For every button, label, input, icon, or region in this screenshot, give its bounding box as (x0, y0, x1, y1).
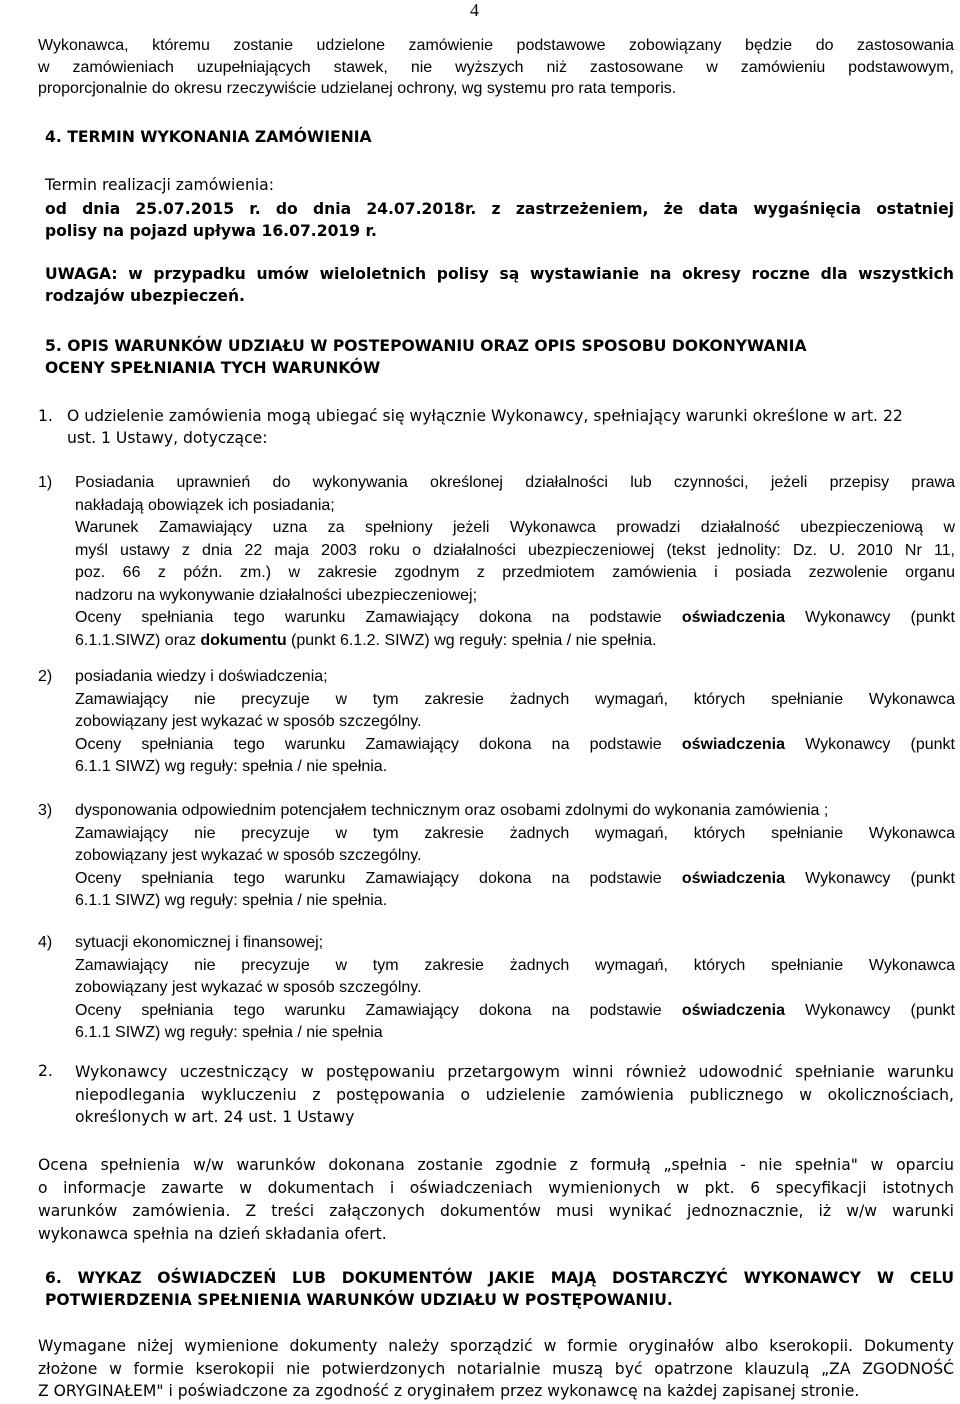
condition-3-ocena-a: Oceny spełniania tego warunku Zamawiający dokona na podstawie (75, 869, 662, 887)
evaluation-line-4: wykonawca spełnia na dzień składania ofert. (38, 1225, 387, 1243)
condition-3-line-2: zobowiązany jest wykazać w sposób szczególny. (75, 847, 422, 864)
condition-4-ocena-line-2: 6.1.1 SIWZ) wg reguły: spełnia / nie spełnia (75, 1024, 383, 1041)
condition-4-ocena-b: Wykonawcy (punkt (805, 1001, 955, 1019)
condition-3-ocena-b: Wykonawcy (punkt (805, 869, 955, 887)
term-dates (45, 199, 954, 242)
condition-3 (75, 800, 955, 913)
point-2-text (75, 1061, 954, 1129)
point-1-text (67, 406, 954, 449)
page-number: 4 (470, 0, 479, 20)
section-5-heading (45, 336, 960, 379)
condition-1-number: 1) (38, 474, 53, 491)
condition-4-title: sytuacji ekonomicznej i finansowej; (75, 934, 324, 951)
condition-2-ocena-line-1 (75, 734, 955, 757)
evaluation-line-1: Ocena spełnienia w/w warunków dokonana zostanie zgodnie z formułą „spełnia - nie spełnia" w oparciu (38, 1156, 954, 1174)
condition-1-ocena-e: (punkt 6.1.2. SIWZ) wg reguły: spełnia / nie spełnia. (291, 631, 657, 649)
section-6-line-3: Z ORYGINAŁEM" i poświadczone za zgodność z oryginałem przez wykonawcę na każdej zapisanej stronie. (38, 1382, 860, 1400)
term-note-line-1: UWAGA: w przypadku umów wieloletnich polisy są wystawianie na okresy roczne dla wszystkich (45, 265, 954, 283)
condition-4-ocena-line-1 (75, 1000, 955, 1023)
condition-4-line-2: zobowiązany jest wykazać w sposób szczególny. (75, 979, 422, 996)
condition-2-ocena-b: Wykonawcy (punkt (805, 735, 955, 753)
condition-1-ocena-c: 6.1.1.SIWZ) oraz (75, 631, 196, 649)
condition-3-line-1: Zamawiający nie precyzuje w tym zakresie żadnych wymagań, których spełnianie Wykonawca (75, 824, 955, 842)
intro-line-2: w zamówieniach uzupełniających stawek, nie wyższych niż zastosowane w zamówieniu podstawowym, (38, 58, 954, 76)
section-6-heading (45, 1268, 954, 1311)
term-dates-line-2: polisy na pojazd upływa 16.07.2019 r. (45, 221, 377, 240)
condition-4-ocena-a: Oceny spełniania tego warunku Zamawiający dokona na podstawie (75, 1001, 662, 1019)
section-6-line-2: złożone w formie kserokopii nie potwierdzonych notarialnie muszą być opatrzone klauzulą „ZA ZGODNOŚĆ (38, 1359, 954, 1378)
point-2-line-3: określonych w art. 24 ust. 1 Ustawy (75, 1108, 355, 1126)
condition-2-title: posiadania wiedzy i doświadczenia; (75, 668, 328, 685)
condition-4 (75, 932, 955, 1045)
evaluation-line-2: o informacje zawarte w dokumentach i oświadczeniach wymienionych w pkt. 6 specyfikacji istotnych (38, 1179, 954, 1197)
section-5-heading-line-2: OCENY SPEŁNIANIA TYCH WARUNKÓW (45, 358, 381, 377)
condition-3-ocena-line-1 (75, 868, 955, 891)
condition-1-ocena-line-1 (75, 607, 955, 630)
condition-1-line-5: poz. 66 z późn. zm.) w zakresie zgodnym z przedmiotem zamówienia i posiada zezwolenie organu (75, 564, 955, 581)
condition-1-line-3: Warunek Zamawiający uzna za spełniony jeżeli Wykonawca prowadzi działalność ubezpieczeniową w (75, 519, 955, 536)
condition-2-ocena-line-2: 6.1.1 SIWZ) wg reguły: spełnia / nie spełnia. (75, 758, 388, 775)
point-2-number: 2. (38, 1062, 53, 1080)
condition-3-title: dysponowania odpowiednim potencjałem technicznym oraz osobami zdolnymi do wykonania zamówienia ; (75, 802, 829, 819)
intro-line-3: proporcjonalnie do okresu rzeczywiście udzielanej ochrony, wg systemu pro rata temporis. (38, 80, 677, 97)
condition-1-line-4: myśl ustawy z dnia 22 maja 2003 roku o działalności ubezpieczeniowej (tekst jednolity: Dz. U. 2010 Nr 11, (75, 541, 955, 559)
condition-1-ocena-a: Oceny spełniania tego warunku Zamawiający dokona na podstawie (75, 609, 662, 626)
condition-3-number: 3) (38, 802, 53, 819)
section-6-heading-line-1: 6. WYKAZ OŚWIADCZEŃ LUB DOKUMENTÓW JAKIE MAJĄ DOSTARCZYĆ WYKONAWCY W CELU (45, 1269, 954, 1287)
section-6-line-1: Wymagane niżej wymienione dokumenty należy sporządzić w formie oryginałów albo kserokopii. Dokumenty (38, 1337, 954, 1355)
point-1-line-2: ust. 1 Ustawy, dotyczące: (67, 428, 268, 447)
condition-2-ocena-bold: oświadczenia (681, 735, 785, 753)
point-2-line-1: Wykonawcy uczestniczący w postępowaniu przetargowym winni również udowodnić spełnianie warunku (75, 1063, 954, 1081)
condition-1-ocena-line-2 (75, 630, 955, 653)
condition-2-number: 2) (38, 668, 53, 685)
condition-4-number: 4) (38, 934, 53, 951)
point-1-line-1: O udzielenie zamówienia mogą ubiegać się wyłącznie Wykonawcy, spełniający warunki określone w art. 22 (67, 407, 903, 425)
condition-1-ocena-b: Wykonawcy (punkt (805, 609, 955, 626)
condition-2-ocena-a: Oceny spełniania tego warunku Zamawiający dokona na podstawie (75, 735, 662, 753)
condition-3-ocena-bold: oświadczenia (681, 869, 785, 887)
section-6-heading-line-2: POTWIERDZENIA SPEŁNIENIA WARUNKÓW UDZIAŁU W POSTĘPOWANIU. (45, 1290, 673, 1309)
term-dates-line-1: od dnia 25.07.2015 r. do dnia 24.07.2018r. z zastrzeżeniem, że data wygaśnięcia ostatniej (45, 200, 954, 218)
section-5-heading-line-1: 5. OPIS WARUNKÓW UDZIAŁU W POSTEPOWANIU ORAZ OPIS SPOSOBU DOKONYWANIA (45, 337, 807, 355)
condition-1-line-1: Posiadania uprawnień do wykonywania określonej działalności lub czynności, jeżeli przepisy prawa (75, 474, 955, 491)
evaluation-paragraph (38, 1154, 954, 1246)
condition-2-line-1: Zamawiający nie precyzuje w tym zakresie żadnych wymagań, których spełnianie Wykonawca (75, 690, 955, 708)
section-4-heading: 4. TERMIN WYKONANIA ZAMÓWIENIA (45, 128, 372, 146)
section-6-text (38, 1335, 954, 1403)
condition-1-line-6: nadzoru na wykonywanie działalności ubezpieczeniowej; (75, 586, 478, 604)
term-note (45, 264, 954, 307)
intro-paragraph (38, 35, 954, 100)
condition-1-ocena-d: dokumentu (200, 631, 287, 649)
condition-3-ocena-line-2: 6.1.1 SIWZ) wg reguły: spełnia / nie spełnia. (75, 892, 388, 909)
condition-2-line-2: zobowiązany jest wykazać w sposób szczególny. (75, 713, 422, 730)
condition-1-line-2: nakładają obowiązek ich posiadania; (75, 496, 335, 514)
point-1-number: 1. (38, 407, 53, 425)
point-2-line-2: niepodlegania wykluczeniu z postępowania o udzielenie zamówienia publicznego w okolicznościach, (75, 1085, 954, 1104)
condition-2 (75, 666, 955, 779)
condition-1 (75, 472, 955, 652)
intro-line-1: Wykonawca, któremu zostanie udzielone zamówienie podstawowe zobowiązany będzie do zastosowania (38, 37, 954, 54)
condition-1-ocena-bold: oświadczenia (681, 609, 785, 626)
condition-4-ocena-bold: oświadczenia (681, 1001, 785, 1019)
evaluation-line-3: warunków zamówienia. Z treści załączonych dokumentów musi wynikać jednoznacznie, iż w/w warunki (38, 1202, 954, 1220)
term-label: Termin realizacji zamówienia: (45, 176, 274, 194)
condition-4-line-1: Zamawiający nie precyzuje w tym zakresie żadnych wymagań, których spełnianie Wykonawca (75, 956, 955, 974)
term-note-line-2: rodzajów ubezpieczeń. (45, 286, 245, 305)
